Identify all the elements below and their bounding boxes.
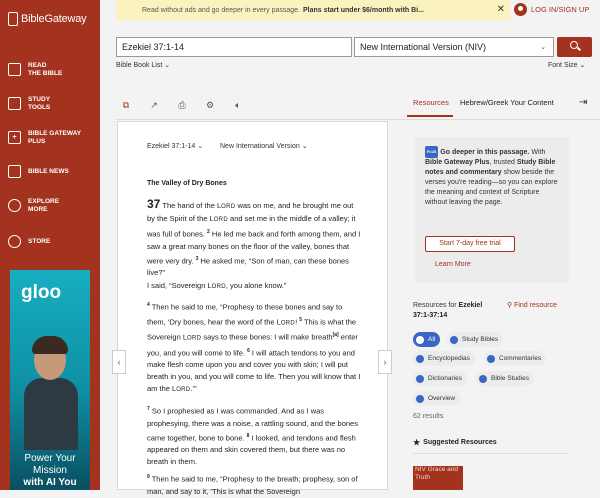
resources-for-label xyxy=(413,301,493,321)
filter-label: Overview xyxy=(428,395,456,402)
resources-panel xyxy=(397,121,600,490)
compass-icon xyxy=(8,199,21,212)
filter-label: Study Bibles xyxy=(462,336,499,343)
book-thumb-title: NIV Grace and Truth xyxy=(415,466,458,481)
resources-ref: Ezekiel 37:1-37:14 xyxy=(413,302,483,319)
suggested-resources-heading xyxy=(413,438,497,447)
share-icon[interactable]: ↗ xyxy=(150,100,158,110)
filter-label: Bible Studies xyxy=(491,375,529,382)
promo-text-part: , trusted xyxy=(489,159,515,166)
verse-paragraph: $^7$ So I prophesied as I was commanded. And as I was prophesying, there was a noise, a rattling sound, and the bones came together, bone to bone. $^8$ I looked, and tendons and flesh appeared on them and skin covered them, but there was no breath in them. xyxy=(147,406,358,466)
sidebar-item-read[interactable] xyxy=(8,62,62,77)
next-chapter-button[interactable]: › xyxy=(378,350,392,374)
sidebar-item-label: STUDY xyxy=(28,96,51,103)
sidebar-item-label: MORE xyxy=(28,205,48,213)
sidebar-item-label: THE BIBLE xyxy=(28,69,63,77)
user-icon xyxy=(514,3,527,16)
sidebar-item-label: BIBLE GATEWAY xyxy=(28,130,82,137)
passage-toolbar xyxy=(116,92,388,118)
chevron-down-icon: ⌄ xyxy=(299,143,308,150)
filter-label: All xyxy=(428,336,436,343)
book-icon xyxy=(8,63,21,76)
verse-paragraph: $^9$ Then he said to me, “Prophesy to the breath; prophesy, son of man, and say to it, ‘This is what the Sovereign xyxy=(147,474,358,496)
verse-paragraph: I said, “Sovereign LORD, you alone know.” xyxy=(147,281,287,290)
sidebar xyxy=(0,0,100,490)
news-icon xyxy=(8,165,21,178)
plus-promo-card xyxy=(415,137,569,283)
bible-book-list-toggle[interactable] xyxy=(116,61,170,69)
promo-banner[interactable] xyxy=(116,0,510,20)
logo-book-icon xyxy=(8,12,18,26)
start-trial-button[interactable]: Start 7-day free trial xyxy=(425,236,515,252)
globe-icon xyxy=(416,355,424,363)
star-icon: ★ xyxy=(413,438,421,447)
resources-label-text: Resources for xyxy=(413,302,457,309)
filter-encyclopedias[interactable] xyxy=(413,351,475,366)
ad-line-3: with AI You xyxy=(23,477,77,488)
filter-all[interactable] xyxy=(413,332,440,347)
sidebar-item-explore[interactable] xyxy=(8,198,59,213)
study-tools-icon xyxy=(8,97,21,110)
version-select-value: New International Version (NIV) xyxy=(360,42,487,52)
passage-version-dropdown[interactable] xyxy=(220,142,308,150)
search-button[interactable] xyxy=(557,37,592,57)
sidebar-item-store[interactable] xyxy=(8,235,50,248)
ad-person-image xyxy=(24,340,78,450)
suggested-label: Suggested Resources xyxy=(423,439,497,446)
sidebar-item-label: EXPLORE xyxy=(28,198,60,205)
search-icon xyxy=(570,41,578,49)
login-button[interactable] xyxy=(514,3,589,16)
promo-text-part: With xyxy=(531,148,546,156)
chevron-down-icon: ⌄ xyxy=(164,62,171,69)
sidebar-item-study-tools[interactable] xyxy=(8,96,50,111)
filter-label: Encyclopedias xyxy=(428,355,470,362)
book-list-label: Bible Book List xyxy=(116,62,163,69)
ad-line-2: Mission xyxy=(33,465,67,476)
divider xyxy=(413,453,569,454)
dictionary-icon xyxy=(416,375,424,383)
filter-overview[interactable] xyxy=(413,391,460,406)
promo-text xyxy=(425,146,563,208)
passage-heading: The Valley of Dry Bones xyxy=(147,180,227,187)
print-icon[interactable]: ⎙ xyxy=(178,100,186,110)
ad-line-1: Power Your xyxy=(24,453,76,464)
tab-hebrew-greek[interactable]: Hebrew/Greek Your Content xyxy=(460,98,554,107)
sidebar-item-label: PLUS xyxy=(28,137,46,145)
sidebar-item-label: TOOLS xyxy=(28,103,51,111)
tab-resources[interactable]: Resources xyxy=(413,98,449,107)
font-size-label: Font Size xyxy=(548,62,578,69)
bible-study-icon xyxy=(479,375,487,383)
sidebar-item-label: STORE xyxy=(28,237,51,245)
comment-icon xyxy=(487,355,495,363)
overview-icon xyxy=(416,395,424,403)
verse-paragraph: $^4$ Then he said to me, “Prophesy to these bones and say to them, ‘Dry bones, hear the word of the LORD! $^5$ This is what the Sovereign LORD says to these bones: I will make breath[a] enter you, and you will come to life. $^6$ I will attach tendons to you and make flesh come upon you and cover you with skin; I will put breath in you, and you will come to life. Then you will know that I am the LORD.’” xyxy=(147,302,361,393)
sidebar-item-label: READ xyxy=(28,62,47,69)
gear-icon[interactable]: ⚙ xyxy=(205,100,215,110)
plus-badge: PLUS xyxy=(425,146,438,158)
banner-bold-text: Plans start under $6/month with Bi... xyxy=(303,6,424,14)
login-label: LOG IN/SIGN UP xyxy=(531,5,590,14)
divider xyxy=(116,119,600,120)
chevron-down-icon: ⌄ xyxy=(579,62,586,69)
sidebar-item-plus[interactable] xyxy=(8,130,81,145)
filter-dictionaries[interactable] xyxy=(413,371,467,386)
audio-icon[interactable]: 🔈︎ xyxy=(235,100,241,110)
suggested-book-thumbnail[interactable] xyxy=(413,466,463,490)
chevron-down-icon: ⌄ xyxy=(195,143,204,150)
filter-study-bibles[interactable] xyxy=(447,332,503,347)
passage-search-input[interactable]: Ezekiel 37:1-14 xyxy=(116,37,352,57)
sidebar-item-news[interactable] xyxy=(8,165,69,178)
promo-title: Go deeper in this passage. xyxy=(440,148,530,156)
learn-more-link[interactable]: Learn More xyxy=(435,261,471,268)
logo-text: BibleGateway xyxy=(21,13,87,25)
check-icon xyxy=(416,336,424,344)
verse-paragraph: 37 The hand of the LORD was on me, and he brought me out by the Spirit of the LORD and set me in the middle of a valley; it was full of bones. $^2$ He led me back and forth among them, and I saw a great many bones on the floor of the valley, bones that were very dry. $^3$ He asked me, “Son of man, can these bones live?” xyxy=(147,197,361,277)
promo-text-part: Bible Gateway Plus xyxy=(425,159,490,166)
results-count: 62 results xyxy=(413,413,444,420)
passage-ref-label: Ezekiel 37:1-14 xyxy=(147,143,196,150)
promo-text-part: Study Bible notes and commentary xyxy=(425,159,556,176)
promo-text-part: show beside the verses you're reading—so you can explore the meaning and context of Scripture without leaving the page. xyxy=(425,169,558,206)
tab-active-indicator xyxy=(407,115,453,117)
filter-label: Dictionaries xyxy=(428,375,462,382)
chevron-down-icon: ⌄ xyxy=(540,44,546,51)
passage-version-label: New International Version xyxy=(220,143,300,150)
collapse-panel-icon[interactable]: ⇥ xyxy=(579,97,588,108)
find-resource-label: Find resource xyxy=(514,302,557,309)
find-resource-link[interactable] xyxy=(507,301,567,311)
passage-reference-dropdown[interactable] xyxy=(147,142,203,150)
previous-chapter-button[interactable]: ‹ xyxy=(112,350,126,374)
sidebar-item-label: BIBLE NEWS xyxy=(28,167,69,175)
chapter-number: 37 xyxy=(147,197,161,211)
filter-commentaries[interactable] xyxy=(484,351,546,366)
store-icon xyxy=(8,235,21,248)
passage-panel xyxy=(117,121,388,496)
font-size-toggle[interactable] xyxy=(548,61,585,69)
biblegateway-logo[interactable] xyxy=(8,12,86,26)
banner-text: Read without ads and go deeper in every passage. xyxy=(142,6,300,14)
filter-bible-studies[interactable] xyxy=(476,371,534,386)
close-icon[interactable]: ✕ xyxy=(496,4,505,15)
advertisement[interactable] xyxy=(10,270,90,490)
study-bible-icon xyxy=(450,336,458,344)
parallel-icon[interactable]: ⧉ xyxy=(122,100,130,110)
version-select[interactable] xyxy=(354,37,554,57)
search-icon: ⚲ xyxy=(507,302,515,309)
filter-label: Commentaries xyxy=(499,355,542,362)
plus-icon: + xyxy=(8,131,21,144)
ad-brand: gloo xyxy=(21,282,62,303)
